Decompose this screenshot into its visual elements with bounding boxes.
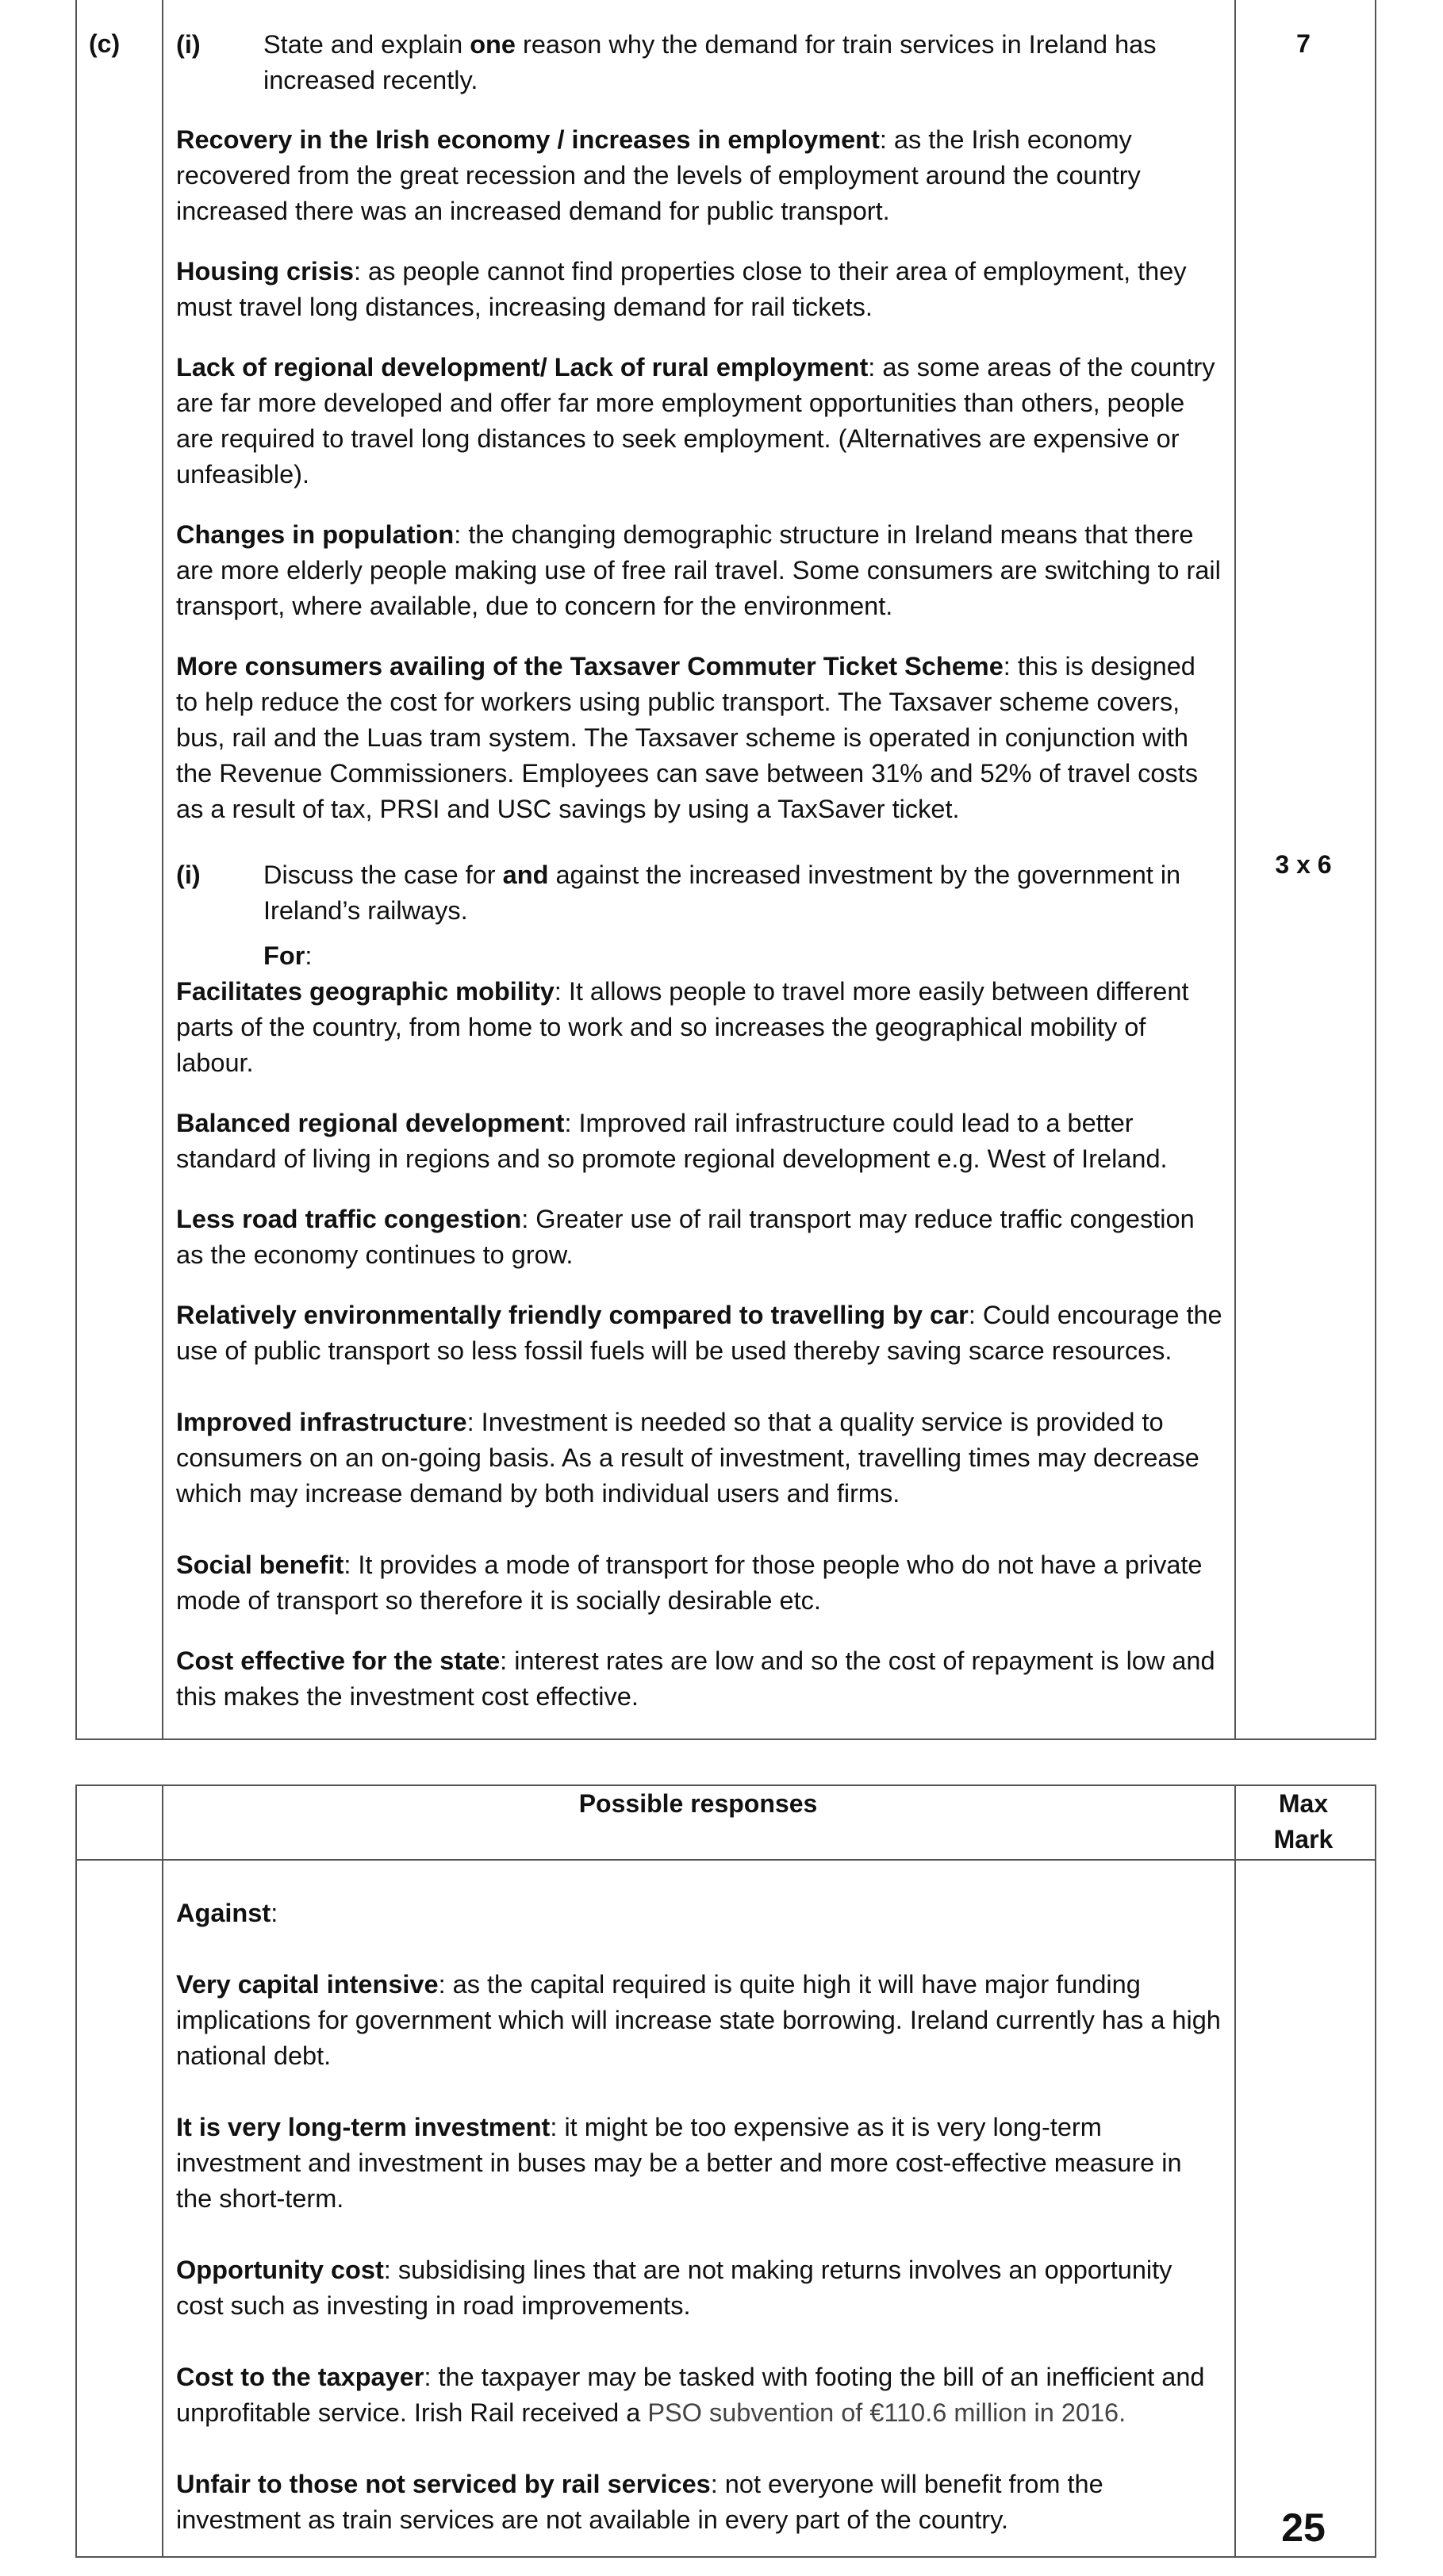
question-emphasis: and (502, 861, 549, 889)
mark-q2: 3 x 6 (1275, 850, 1332, 879)
column-divider (162, 1786, 163, 2556)
column-divider (162, 0, 163, 1738)
reason-item: Housing crisis: as people cannot find properties close to their area of employment, they must travel long distances, increasing demand for rail tickets. (176, 257, 1187, 321)
against-point: Opportunity cost: subsidising lines that are not making returns involves an opportunity cost such as investing in road improvements. (176, 2256, 1172, 2320)
question-text-a: State and explain (263, 30, 470, 59)
header-possible-responses: Possible responses (578, 1789, 818, 1818)
total-mark: 25 (1281, 2505, 1326, 2550)
against-point: It is very long-term investment: it might be too expensive as it is very long-term investment and investment in buses may be a better and more cost-effective measure in the short-term. (176, 2113, 1182, 2213)
subvention-note: PSO subvention of €110.6 million in 2016. (647, 2398, 1126, 2427)
mark-q1: 7 (1296, 29, 1311, 58)
reason-item: Recovery in the Irish economy / increases in employment: as the Irish economy recovered from the great recession and the levels of employment around the country increased there was an increased demand for public transport. (176, 125, 1141, 225)
for-point: Cost effective for the state: interest rates are low and so the cost of repayment is low and this makes the investment cost effective. (176, 1646, 1215, 1711)
for-point: Improved infrastructure: Investment is needed so that a quality service is provided to consumers on an on-going basis. As a result of investment, travelling times may decrease which may increase demand by both individual users and firms. (176, 1408, 1199, 1508)
header-divider (77, 1859, 1375, 1861)
question-text-a: Discuss the case for (263, 861, 503, 889)
question-emphasis: one (470, 30, 516, 59)
question-text-b: reason why the demand for train services in Ireland has increased recently. (263, 30, 1157, 94)
question-1 (176, 27, 1223, 98)
for-point: Balanced regional development: Improved rail infrastructure could lead to a better standard of living in regions and so promote regional development e.g. West of Ireland. (176, 1109, 1168, 1173)
table1-content (176, 27, 1223, 1715)
section-label: (c) (89, 29, 121, 58)
reason-item: More consumers availing of the Taxsaver Commuter Ticket Scheme: this is designed to help reduce the cost for workers using public transport. The Taxsaver scheme covers, bus, rail and the Luas tram system. The Taxsaver scheme is operated in conjunction with the Revenue Commissioners. Employees can save between 31% and 52% of travel costs as a result of tax, PRSI and USC savings by using a TaxSaver ticket. (176, 652, 1199, 823)
question-number: (i) (176, 861, 201, 889)
against-point: Very capital intensive: as the capital required is quite high it will have major funding implications for government which will increase state borrowing. Ireland currently has a high national debt. (176, 1970, 1221, 2070)
reason-item: Changes in population: the changing demographic structure in Ireland means that there are more elderly people making use of free rail travel. Some consumers are switching to rail transport, where available, due to concern for the environment. (176, 520, 1221, 620)
question-2 (176, 857, 1223, 929)
for-point: Less road traffic congestion: Greater use of rail transport may reduce traffic congestion as the economy continues to grow. (176, 1205, 1195, 1269)
against-heading: Against: (176, 1899, 278, 1927)
against-point: Unfair to those not serviced by rail services: not everyone will benefit from the investment as train services are not available in every part of the country. (176, 2470, 1103, 2534)
question-text-b: against the increased investment by the government in Ireland’s railways. (263, 861, 1181, 925)
table2-content (176, 1896, 1223, 2538)
for-point: Facilitates geographic mobility: It allows people to travel more easily between different parts of the country, from home to work and so increases the geographical mobility of labour. (176, 977, 1189, 1077)
for-point: Relatively environmentally friendly compared to travelling by car: Could encourage the use of public transport so less fossil fuels will be used thereby saving scarce resources. (176, 1301, 1222, 1365)
against-point: Cost to the taxpayer: the taxpayer may be tasked with footing the bill of an inefficient and unprofitable service. Irish Rail received a PSO subvention of €110.6 million in 2016. (176, 2363, 1205, 2427)
header-max-mark: Max Mark (1273, 1789, 1334, 1853)
for-point: Social benefit: It provides a mode of transport for those people who do not have a private mode of transport so therefore it is socially desirable etc. (176, 1551, 1203, 1615)
reason-item: Lack of regional development/ Lack of rural employment: as some areas of the country are far more developed and offer far more employment opportunities than others, people are required to travel long distances to seek employment. (Alternatives are expensive or unfeasible). (176, 353, 1215, 489)
column-divider (1234, 1786, 1236, 2556)
question-number: (i) (176, 30, 201, 59)
for-heading: For: (263, 941, 313, 970)
